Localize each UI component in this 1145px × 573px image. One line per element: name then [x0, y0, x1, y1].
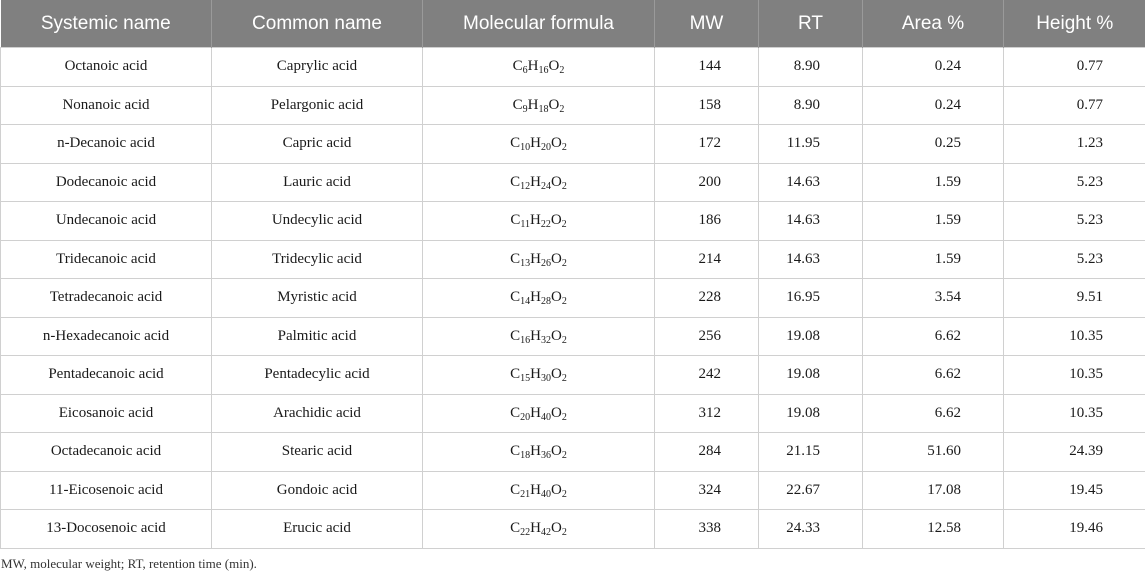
cell-systemic-name: Tridecanoic acid — [1, 240, 212, 279]
formula-element: C — [510, 520, 521, 537]
formula-element: C — [510, 481, 521, 498]
formula-element: H — [530, 443, 541, 460]
cell-height-percent: 0.77 — [1004, 48, 1145, 87]
formula-subscript: 28 — [541, 296, 551, 308]
cell-area-percent: 1.59 — [863, 202, 1004, 241]
formula-element: O — [551, 327, 562, 344]
cell-mw: 284 — [655, 433, 759, 472]
cell-mw: 158 — [655, 86, 759, 125]
header-mw: MW — [655, 0, 759, 48]
cell-common-name: Gondoic acid — [212, 471, 423, 510]
cell-height-percent: 19.45 — [1004, 471, 1145, 510]
formula-element: H — [529, 212, 541, 229]
cell-area-percent: 3.54 — [863, 279, 1004, 318]
cell-mw: 186 — [655, 202, 759, 241]
cell-molecular-formula — [423, 510, 655, 549]
formula-subscript: 9 — [522, 103, 528, 115]
formula-element: C — [510, 250, 521, 267]
cell-systemic-name: Octadecanoic acid — [1, 433, 212, 472]
formula-element: O — [551, 404, 562, 421]
formula-subscript: 2 — [561, 257, 567, 269]
table-row — [1, 202, 1145, 241]
cell-height-percent: 1.23 — [1004, 125, 1145, 164]
formula-element: O — [551, 481, 562, 498]
cell-mw: 312 — [655, 394, 759, 433]
cell-rt: 19.08 — [759, 317, 863, 356]
header-height-percent: Height % — [1004, 0, 1145, 48]
cell-mw: 338 — [655, 510, 759, 549]
table-row — [1, 86, 1145, 125]
cell-mw: 324 — [655, 471, 759, 510]
cell-common-name: Capric acid — [212, 125, 423, 164]
cell-common-name: Myristic acid — [212, 279, 423, 318]
cell-molecular-formula — [423, 163, 655, 202]
formula-subscript: 21 — [520, 488, 531, 500]
cell-molecular-formula — [423, 125, 655, 164]
formula-element: C — [510, 135, 521, 152]
table-row — [1, 279, 1145, 318]
formula-element: O — [550, 212, 562, 229]
formula-element: O — [551, 250, 562, 267]
cell-mw: 172 — [655, 125, 759, 164]
cell-rt: 22.67 — [759, 471, 863, 510]
table-row — [1, 394, 1145, 433]
cell-common-name: Arachidic acid — [212, 394, 423, 433]
cell-rt: 19.08 — [759, 394, 863, 433]
table-body — [1, 48, 1145, 549]
formula-subscript: 2 — [559, 103, 565, 115]
cell-area-percent: 0.24 — [863, 86, 1004, 125]
cell-systemic-name: Dodecanoic acid — [1, 163, 212, 202]
cell-molecular-formula — [423, 279, 655, 318]
cell-area-percent: 1.59 — [863, 240, 1004, 279]
formula-subscript: 2 — [561, 527, 567, 539]
cell-area-percent: 17.08 — [863, 471, 1004, 510]
table-row — [1, 48, 1145, 87]
header-molecular-formula: Molecular formula — [423, 0, 655, 48]
cell-systemic-name: 13-Docosenoic acid — [1, 510, 212, 549]
cell-area-percent: 51.60 — [863, 433, 1004, 472]
formula-element: H — [530, 404, 541, 421]
cell-height-percent: 10.35 — [1004, 394, 1145, 433]
cell-common-name: Lauric acid — [212, 163, 423, 202]
cell-systemic-name: n-Decanoic acid — [1, 125, 212, 164]
cell-molecular-formula — [423, 356, 655, 395]
formula-subscript: 2 — [561, 450, 567, 462]
cell-rt: 8.90 — [759, 86, 863, 125]
header-area-percent: Area % — [863, 0, 1004, 48]
formula-element: H — [530, 366, 541, 383]
formula-subscript: 2 — [561, 373, 567, 385]
cell-area-percent: 12.58 — [863, 510, 1004, 549]
cell-systemic-name: Octanoic acid — [1, 48, 212, 87]
cell-area-percent: 0.24 — [863, 48, 1004, 87]
formula-subscript: 18 — [520, 450, 531, 462]
cell-rt: 14.63 — [759, 202, 863, 241]
cell-rt: 16.95 — [759, 279, 863, 318]
formula-subscript: 2 — [561, 180, 567, 192]
cell-common-name: Caprylic acid — [212, 48, 423, 87]
cell-molecular-formula — [423, 202, 655, 241]
formula-subscript: 18 — [538, 103, 549, 115]
table-row — [1, 433, 1145, 472]
formula-subscript: 20 — [520, 411, 531, 423]
table-row — [1, 510, 1145, 549]
cell-rt: 11.95 — [759, 125, 863, 164]
cell-common-name: Palmitic acid — [212, 317, 423, 356]
cell-height-percent: 5.23 — [1004, 240, 1145, 279]
table-row — [1, 471, 1145, 510]
formula-subscript: 15 — [520, 373, 531, 385]
formula-subscript: 22 — [540, 219, 551, 231]
formula-element: C — [510, 173, 521, 190]
formula-subscript: 12 — [520, 180, 531, 192]
formula-subscript: 36 — [541, 450, 551, 462]
cell-rt: 14.63 — [759, 163, 863, 202]
formula-element: O — [548, 96, 560, 113]
cell-molecular-formula — [423, 240, 655, 279]
formula-element: H — [530, 250, 541, 267]
cell-molecular-formula — [423, 394, 655, 433]
cell-height-percent: 0.77 — [1004, 86, 1145, 125]
formula-subscript: 42 — [541, 527, 551, 539]
cell-area-percent: 0.25 — [863, 125, 1004, 164]
cell-common-name: Undecylic acid — [212, 202, 423, 241]
cell-systemic-name: 11-Eicosenoic acid — [1, 471, 212, 510]
formula-element: H — [527, 58, 539, 75]
header-common-name: Common name — [212, 0, 423, 48]
cell-height-percent: 24.39 — [1004, 433, 1145, 472]
cell-common-name: Pentadecylic acid — [212, 356, 423, 395]
cell-height-percent: 19.46 — [1004, 510, 1145, 549]
formula-element: H — [530, 327, 541, 344]
cell-rt: 14.63 — [759, 240, 863, 279]
formula-element: O — [551, 135, 562, 152]
formula-element: C — [512, 96, 523, 113]
cell-molecular-formula — [423, 471, 655, 510]
table-footnote: MW, molecular weight; RT, retention time (min). — [1, 556, 257, 571]
formula-element: C — [510, 404, 521, 421]
header-rt: RT — [759, 0, 863, 48]
cell-systemic-name: Pentadecanoic acid — [1, 356, 212, 395]
cell-mw: 256 — [655, 317, 759, 356]
cell-molecular-formula — [423, 48, 655, 87]
table-row — [1, 163, 1145, 202]
formula-subscript: 22 — [520, 527, 531, 539]
formula-subscript: 2 — [561, 219, 567, 231]
formula-subscript: 30 — [541, 373, 551, 385]
formula-subscript: 2 — [561, 142, 567, 154]
formula-subscript: 11 — [520, 219, 530, 231]
cell-common-name: Tridecylic acid — [212, 240, 423, 279]
formula-subscript: 16 — [520, 334, 531, 346]
formula-subscript: 2 — [561, 411, 567, 423]
formula-subscript: 6 — [522, 65, 528, 77]
formula-element: C — [510, 443, 521, 460]
formula-subscript: 2 — [561, 334, 567, 346]
table-row — [1, 125, 1145, 164]
table-row — [1, 356, 1145, 395]
formula-subscript: 40 — [541, 488, 551, 500]
formula-subscript: 20 — [541, 142, 551, 154]
cell-mw: 228 — [655, 279, 759, 318]
cell-height-percent: 5.23 — [1004, 163, 1145, 202]
formula-element: H — [530, 520, 541, 537]
header-row — [1, 0, 1145, 48]
table-row — [1, 240, 1145, 279]
cell-rt: 19.08 — [759, 356, 863, 395]
cell-common-name: Stearic acid — [212, 433, 423, 472]
cell-systemic-name: Eicosanoic acid — [1, 394, 212, 433]
cell-mw: 214 — [655, 240, 759, 279]
formula-element: O — [551, 173, 562, 190]
cell-molecular-formula — [423, 86, 655, 125]
cell-height-percent: 10.35 — [1004, 317, 1145, 356]
formula-element: C — [510, 212, 521, 229]
cell-rt: 8.90 — [759, 48, 863, 87]
cell-common-name: Erucic acid — [212, 510, 423, 549]
table-header — [1, 0, 1145, 48]
cell-common-name: Pelargonic acid — [212, 86, 423, 125]
cell-rt: 21.15 — [759, 433, 863, 472]
cell-systemic-name: Nonanoic acid — [1, 86, 212, 125]
cell-area-percent: 6.62 — [863, 394, 1004, 433]
formula-element: O — [548, 58, 560, 75]
table-row — [1, 317, 1145, 356]
formula-element: O — [551, 289, 562, 306]
formula-subscript: 32 — [541, 334, 551, 346]
cell-mw: 242 — [655, 356, 759, 395]
header-systemic-name: Systemic name — [1, 0, 212, 48]
formula-subscript: 13 — [520, 257, 531, 269]
cell-area-percent: 1.59 — [863, 163, 1004, 202]
formula-element: C — [512, 58, 523, 75]
cell-molecular-formula — [423, 433, 655, 472]
formula-element: C — [510, 289, 521, 306]
cell-area-percent: 6.62 — [863, 356, 1004, 395]
cell-height-percent: 5.23 — [1004, 202, 1145, 241]
formula-element: H — [530, 135, 541, 152]
formula-element: O — [551, 520, 562, 537]
formula-element: H — [527, 96, 539, 113]
formula-element: C — [510, 327, 521, 344]
cell-molecular-formula — [423, 317, 655, 356]
formula-element: O — [551, 366, 562, 383]
cell-mw: 144 — [655, 48, 759, 87]
formula-subscript: 2 — [561, 296, 567, 308]
cell-systemic-name: Tetradecanoic acid — [1, 279, 212, 318]
formula-subscript: 26 — [541, 257, 551, 269]
cell-systemic-name: n-Hexadecanoic acid — [1, 317, 212, 356]
formula-element: H — [530, 481, 541, 498]
cell-systemic-name: Undecanoic acid — [1, 202, 212, 241]
formula-subscript: 24 — [541, 180, 551, 192]
formula-element: H — [530, 173, 541, 190]
formula-element: O — [551, 443, 562, 460]
formula-subscript: 2 — [561, 488, 567, 500]
formula-subscript: 14 — [520, 296, 531, 308]
cell-height-percent: 9.51 — [1004, 279, 1145, 318]
cell-area-percent: 6.62 — [863, 317, 1004, 356]
formula-element: C — [510, 366, 521, 383]
formula-subscript: 16 — [538, 65, 549, 77]
formula-subscript: 40 — [541, 411, 551, 423]
formula-element: H — [530, 289, 541, 306]
cell-rt: 24.33 — [759, 510, 863, 549]
cell-mw: 200 — [655, 163, 759, 202]
formula-subscript: 10 — [520, 142, 531, 154]
cell-height-percent: 10.35 — [1004, 356, 1145, 395]
formula-subscript: 2 — [559, 65, 565, 77]
